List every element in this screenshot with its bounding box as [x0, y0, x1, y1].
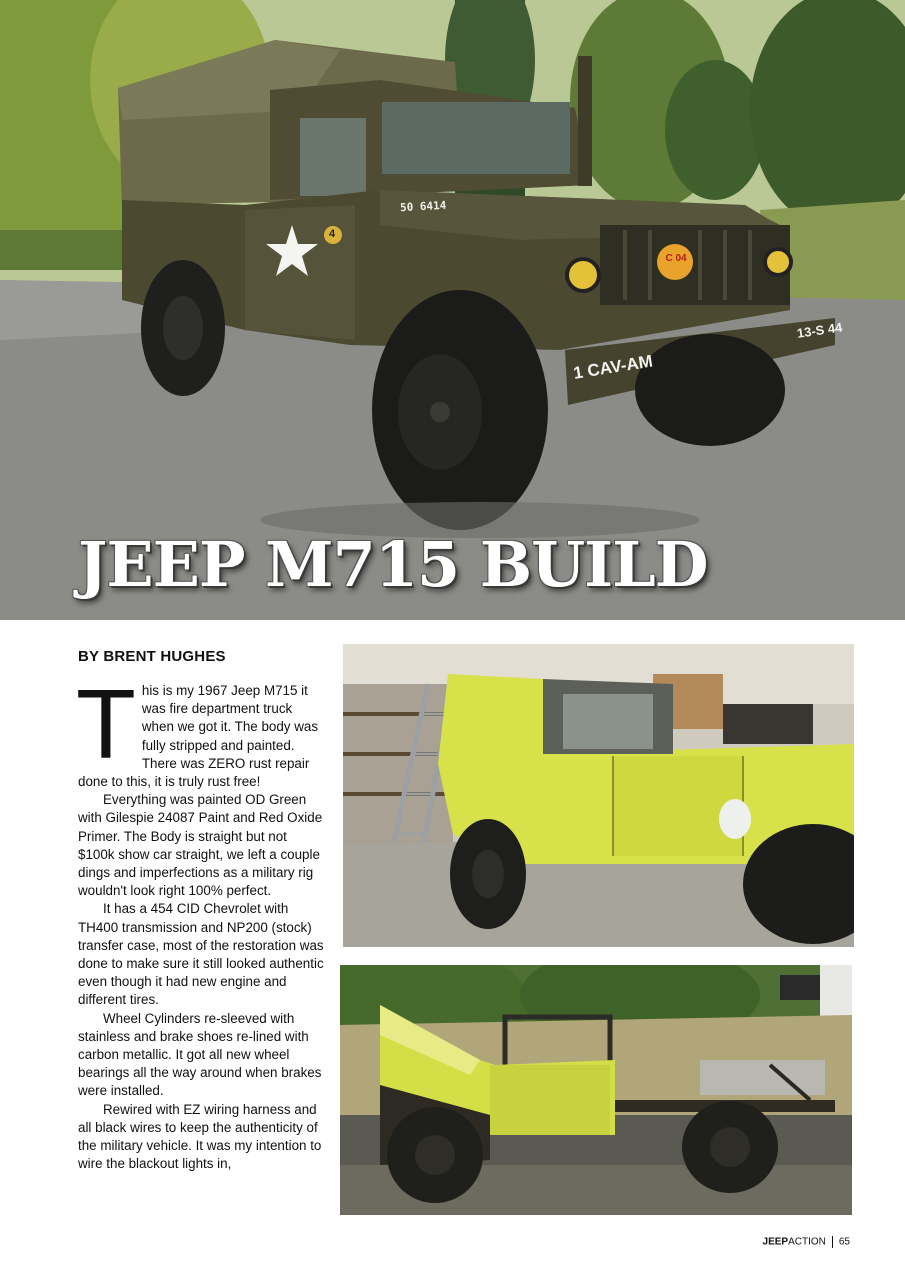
drop-cap: T	[76, 669, 136, 779]
page-title: JEEP M715 BUILD	[78, 528, 708, 601]
byline: BY BRENT HUGHES	[78, 648, 226, 665]
article-paragraph: Wheel Cylinders re-sleeved with stainless and brake shoes re-lined with carbon metallic. It got all new wheel bearings all the way around when brakes were installed.	[78, 1010, 322, 1099]
yard-chassis-photo	[340, 965, 852, 1215]
page-number: 65	[838, 1236, 850, 1248]
hero-photo	[0, 0, 905, 620]
footer-divider	[832, 1236, 833, 1248]
article-paragraph: It has a 454 CID Chevrolet with TH400 transmission and NP200 (stock) transfer case, most of the restoration was done to make sure it still looked authentic even though it had new engine and different tires.	[78, 901, 324, 1008]
article-paragraph: Rewired with EZ wiring harness and all black wires to keep the authenticity of the military vehicle. It was my intention to wire the blackout lights in,	[78, 1101, 322, 1172]
footer-brand-bold: JEEP	[762, 1236, 789, 1248]
door-number-decal: 4	[329, 228, 336, 240]
article-paragraph: his is my 1967 Jeep M715 it was fire department truck when we got it. The body was fully stripped and painted. There was ZERO rust repair done to this, it is truly rust free!	[78, 683, 319, 790]
page-footer	[763, 1236, 850, 1248]
bridge-badge: C 04	[665, 253, 687, 264]
garage-photo-illustration	[343, 644, 854, 947]
article-body	[76, 669, 326, 1173]
hero-jeep-illustration	[0, 0, 905, 620]
footer-brand-light: ACTION	[788, 1236, 826, 1248]
article-paragraph: Everything was painted OD Green with Gilespie 24087 Paint and Red Oxide Primer. The Body is straight but not $100k show car straight, we left a couple dings and imperfections as a military rig wouldn't look right 100% perfect.	[78, 792, 323, 899]
yard-photo-illustration	[340, 965, 852, 1215]
bumper-plate-right: 13-S 44	[796, 319, 844, 341]
garage-restoration-photo	[343, 644, 854, 947]
hood-number-decal: 50 6414	[399, 198, 447, 215]
bumper-plate-left: 1 CAV-AM	[572, 351, 654, 383]
